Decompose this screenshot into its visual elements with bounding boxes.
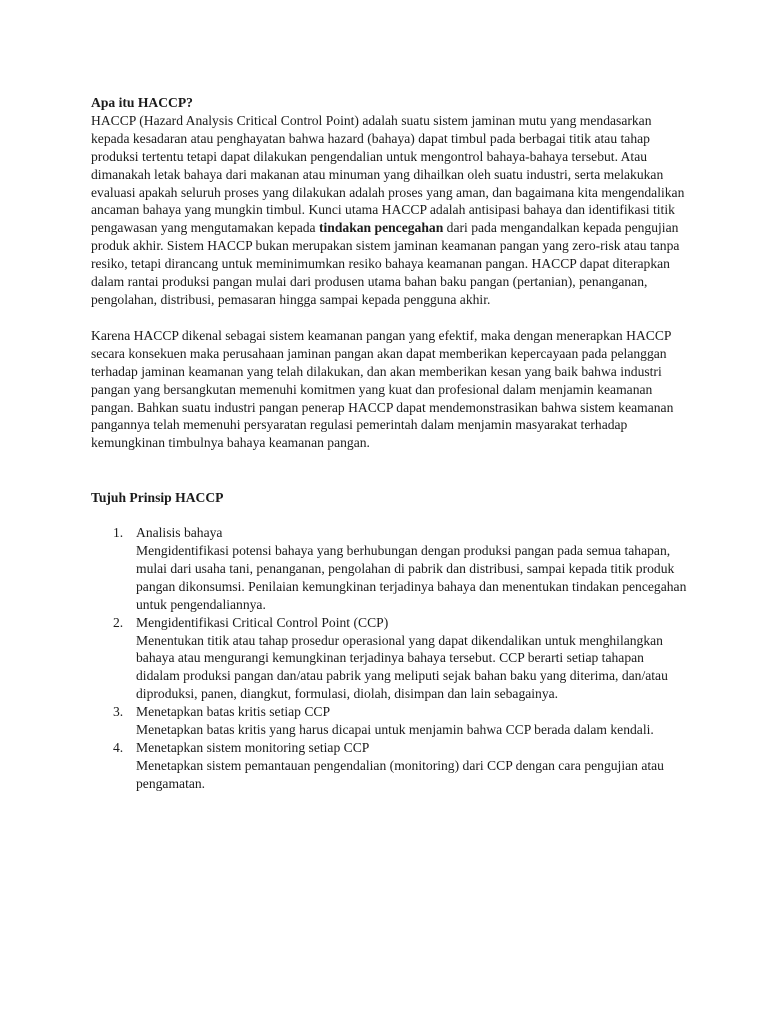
principle-number: 3. bbox=[113, 704, 124, 720]
section-title: Tujuh Prinsip HACCP bbox=[91, 490, 224, 506]
principle-number: 1. bbox=[113, 525, 124, 541]
intro-paragraph bbox=[91, 112, 691, 309]
principles-list bbox=[91, 524, 691, 793]
principle-number: 2. bbox=[113, 614, 124, 630]
principle-item bbox=[91, 739, 691, 793]
principle-item bbox=[91, 703, 691, 739]
intro-text-end: dari pada mengandalkan kepada pengujian produk akhir. Sistem HACCP bukan merupakan sistem jaminan keamanan pangan yang zero-risk atau tanpa resiko, tetapi dirancang untuk meminimumkan resiko bahaya keamanan pangan. HACCP dapat diterapkan dalam rantai produksi pangan mulai dari produsen utama bahan baku pangan (pertanian), penanganan, pengolahan, distribusi, pemasaran hingga sampai kepada pengguna akhir. bbox=[91, 220, 680, 307]
principle-description: Menentukan titik atau tahap prosedur operasional yang dapat dikendalikan untuk menghilangkan bahaya atau mengurangi kemungkinan terjadinya bahaya tersebut. CCP berarti setiap tahapan didalam produksi pangan dan/atau pabrik yang meliputi sejak bahan baku yang diterima, dan/atau diproduksi, panen, diangkut, formulasi, diolah, disimpan dan lain sebagainya. bbox=[136, 632, 668, 702]
principle-heading: Analisis bahaya bbox=[136, 525, 223, 541]
principle-description: Mengidentifikasi potensi bahaya yang berhubungan dengan produksi pangan pada semua tahapan, mulai dari usaha tani, penanganan, pengolahan di pabrik dan distribusi, sampai kepada titik produk pangan dikonsumsi. Penilaian kemungkinan terjadinya bahaya dan menentukan tindakan pencegahan untuk pengendaliannya. bbox=[136, 543, 687, 612]
page-title: Apa itu HACCP? bbox=[91, 95, 193, 110]
principle-heading: Menetapkan sistem monitoring setiap CCP bbox=[136, 740, 370, 755]
benefits-paragraph: Karena HACCP dikenal sebagai sistem keamanan pangan yang efektif, maka dengan menerapkan HACCP secara konsekuen maka perusahaan jaminan pangan akan dapat memberikan kepercayaan pada pelanggan terhadap jaminan keamanan yang telah dilakukan, dan akan memberikan kesan yang baik bahwa industri pangan yang bersangkutan memenuhi komitmen yang kuat dan profesional dalam menjamin keamanan pangan. Bahkan suatu industri pangan penerap HACCP dapat mendemonstrasikan bahwa sistem keamanan pangannya telah memenuhi persyaratan regulasi pemerintah dalam menjamin masyarakat terhadap kemungkinan timbulnya bahaya keamanan pangan. bbox=[91, 327, 674, 451]
principle-description: Menetapkan batas kritis yang harus dicapai untuk menjamin bahwa CCP berada dalam kendali. bbox=[136, 722, 654, 738]
principle-item bbox=[91, 524, 691, 614]
principle-number: 4. bbox=[113, 740, 124, 755]
principle-heading: Mengidentifikasi Critical Control Point (CCP) bbox=[136, 614, 389, 630]
principle-item bbox=[91, 614, 691, 704]
principle-heading: Menetapkan batas kritis setiap CCP bbox=[136, 704, 331, 720]
intro-text-start: HACCP (Hazard Analysis Critical Control Point) adalah suatu sistem jaminan mutu yang mendasarkan kepada kesadaran atau penghayatan bahwa hazard (bahaya) dapat timbul pada berbagai titik atau tahap produksi tertentu tetapi dapat dilakukan pengendalian untuk mengontrol bahaya-bahaya tersebut. Atau dimanakah letak bahaya dari makanan atau minuman yang dihailkan oleh suatu industri, serta melakukan evaluasi apakah seluruh proses yang dilakukan adalah proses yang aman, dan bagaimana kita mengendalikan ancaman bahaya yang mungkin timbul. Kunci utama HACCP adalah antisipasi bahaya dan identifikasi titik pengawasan yang mengutamakan kepada bbox=[91, 112, 685, 236]
document-content bbox=[91, 94, 691, 793]
intro-bold-phrase: tindakan pencegahan bbox=[318, 220, 444, 236]
principle-description: Menetapkan sistem pemantauan pengendalian (monitoring) dari CCP dengan cara pengujian atau pengamatan. bbox=[136, 757, 664, 791]
